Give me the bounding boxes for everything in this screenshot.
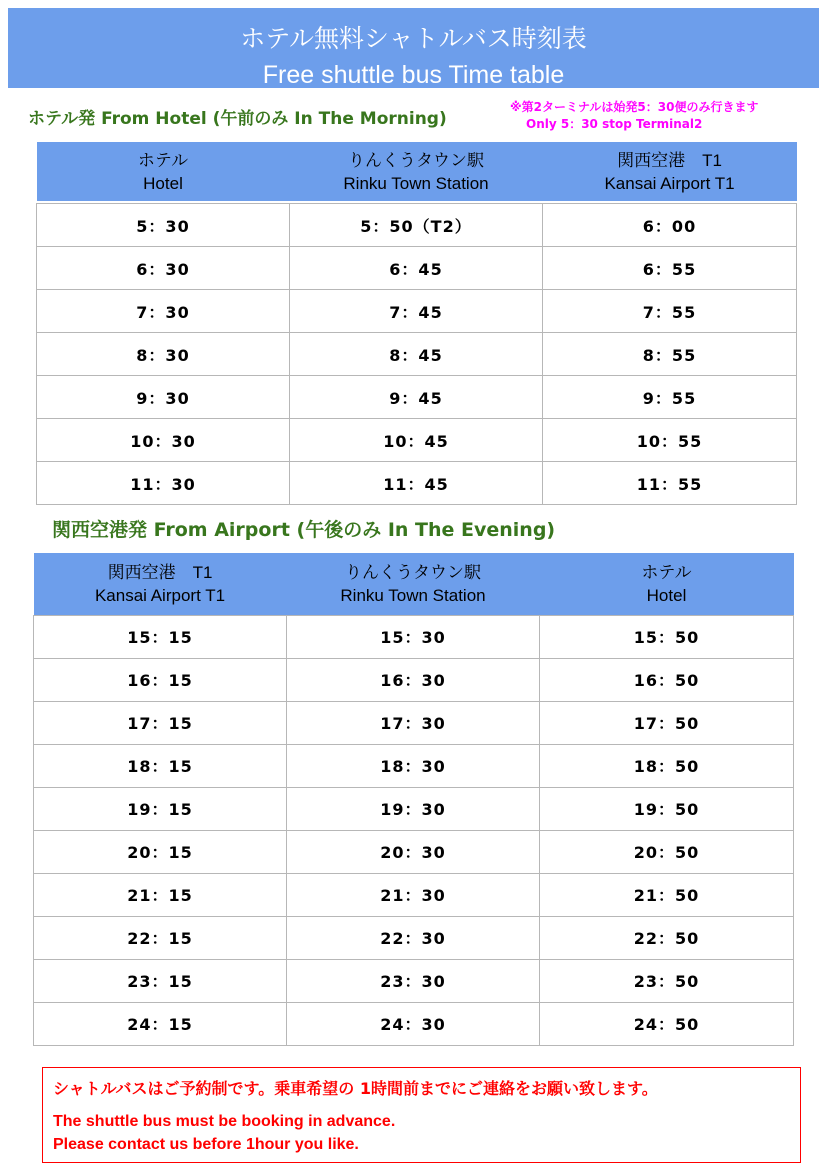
evening-col-hotel xyxy=(540,553,794,615)
evening-col-hotel-jp: ホテル xyxy=(641,562,692,582)
evening-table-body xyxy=(34,615,794,1045)
table-row xyxy=(34,916,794,959)
morning-timetable xyxy=(36,142,797,505)
morning-section-title: ホテル発 From Hotel (午前のみ In The Morning) xyxy=(28,109,447,129)
table-cell: 24：50 xyxy=(540,1002,794,1045)
table-cell: 8：45 xyxy=(290,333,543,376)
table-cell: 21：30 xyxy=(287,873,540,916)
table-cell: 17：30 xyxy=(287,701,540,744)
table-cell: 15：15 xyxy=(34,615,287,658)
table-cell: 6：55 xyxy=(543,247,797,290)
morning-col-hotel-jp: ホテル xyxy=(137,150,189,170)
table-cell: 8：30 xyxy=(37,333,290,376)
booking-notice-english-line2: Please contact us before 1hour you like. xyxy=(53,1136,359,1153)
table-row xyxy=(34,744,794,787)
table-row xyxy=(34,959,794,1002)
table-row xyxy=(34,615,794,658)
table-cell: 9：30 xyxy=(37,376,290,419)
table-row xyxy=(34,658,794,701)
morning-col-airport xyxy=(543,142,797,201)
table-cell: 21：50 xyxy=(540,873,794,916)
table-cell: 22：30 xyxy=(287,916,540,959)
booking-notice xyxy=(42,1067,801,1163)
evening-col-rinku-en: Rinku Town Station xyxy=(340,585,486,605)
terminal2-note-english: Only 5：30 stop Terminal2 xyxy=(526,117,703,131)
table-cell: 10：55 xyxy=(543,419,797,462)
morning-col-hotel xyxy=(37,142,290,201)
table-cell: 22：15 xyxy=(34,916,287,959)
evening-col-airport xyxy=(34,553,287,615)
table-cell: 15：50 xyxy=(540,615,794,658)
table-cell: 20：50 xyxy=(540,830,794,873)
table-cell: 23：50 xyxy=(540,959,794,1002)
evening-section-title: 関西空港発 From Airport (午後のみ In The Evening) xyxy=(52,519,556,541)
table-cell: 9：45 xyxy=(290,376,543,419)
table-cell: 11：55 xyxy=(543,462,797,505)
table-cell: 10：45 xyxy=(290,419,543,462)
booking-notice-english-line1: The shuttle bus must be booking in advance. xyxy=(53,1113,396,1130)
booking-notice-japanese: シャトルバスはご予約制です。乗車希望の 1時間前までにご連絡をお願い致します。 xyxy=(53,1079,658,1098)
table-row xyxy=(37,247,797,290)
table-cell: 24：15 xyxy=(34,1002,287,1045)
table-cell: 11：30 xyxy=(37,462,290,505)
table-cell: 16：15 xyxy=(34,658,287,701)
table-row xyxy=(37,419,797,462)
evening-col-hotel-en: Hotel xyxy=(646,585,687,605)
table-cell: 18：50 xyxy=(540,744,794,787)
table-row xyxy=(34,787,794,830)
table-cell: 16：30 xyxy=(287,658,540,701)
evening-col-rinku xyxy=(287,553,540,615)
evening-header-row xyxy=(34,553,794,615)
table-cell: 11：45 xyxy=(290,462,543,505)
table-cell: 19：30 xyxy=(287,787,540,830)
table-cell: 5：50（T2） xyxy=(290,204,543,247)
table-cell: 22：50 xyxy=(540,916,794,959)
evening-timetable xyxy=(33,553,794,1046)
morning-col-rinku xyxy=(290,142,543,201)
table-row xyxy=(34,701,794,744)
table-row xyxy=(37,333,797,376)
title-japanese: ホテル無料シャトルバス時刻表 xyxy=(240,24,587,53)
table-cell: 19：15 xyxy=(34,787,287,830)
table-cell: 23：15 xyxy=(34,959,287,1002)
table-row xyxy=(37,376,797,419)
table-row xyxy=(37,462,797,505)
table-cell: 8：55 xyxy=(543,333,797,376)
table-cell: 18：30 xyxy=(287,744,540,787)
table-cell: 7：30 xyxy=(37,290,290,333)
terminal2-note-japanese: ※第2ターミナルは始発5：30便のみ行きます xyxy=(510,100,759,114)
table-cell: 6：00 xyxy=(543,204,797,247)
morning-col-airport-en: Kansai Airport T1 xyxy=(604,173,735,193)
evening-col-airport-jp: 関西空港 T1 xyxy=(107,562,213,582)
table-cell: 9：55 xyxy=(543,376,797,419)
table-cell: 6：30 xyxy=(37,247,290,290)
title-english: Free shuttle bus Time table xyxy=(262,61,565,89)
morning-col-rinku-jp: りんくうタウン駅 xyxy=(348,150,484,170)
table-cell: 7：45 xyxy=(290,290,543,333)
table-cell: 17：50 xyxy=(540,701,794,744)
table-row xyxy=(37,204,797,247)
morning-col-airport-jp: 関西空港 T1 xyxy=(617,150,722,170)
table-cell: 5：30 xyxy=(37,204,290,247)
evening-col-rinku-jp: りんくうタウン駅 xyxy=(345,562,481,582)
table-cell: 19：50 xyxy=(540,787,794,830)
table-cell: 15：30 xyxy=(287,615,540,658)
morning-col-hotel-en: Hotel xyxy=(143,173,183,193)
table-row xyxy=(34,830,794,873)
table-cell: 23：30 xyxy=(287,959,540,1002)
title-banner xyxy=(8,8,819,88)
table-cell: 16：50 xyxy=(540,658,794,701)
morning-header-row xyxy=(37,142,797,201)
morning-col-rinku-en: Rinku Town Station xyxy=(343,173,489,193)
table-cell: 6：45 xyxy=(290,247,543,290)
evening-col-airport-en: Kansai Airport T1 xyxy=(94,585,226,605)
morning-table-body xyxy=(37,204,797,505)
table-cell: 18：15 xyxy=(34,744,287,787)
table-cell: 20：30 xyxy=(287,830,540,873)
table-cell: 20：15 xyxy=(34,830,287,873)
table-cell: 21：15 xyxy=(34,873,287,916)
table-row xyxy=(37,290,797,333)
table-cell: 17：15 xyxy=(34,701,287,744)
table-row xyxy=(34,1002,794,1045)
table-cell: 10：30 xyxy=(37,419,290,462)
table-row xyxy=(34,873,794,916)
table-cell: 24：30 xyxy=(287,1002,540,1045)
table-cell: 7：55 xyxy=(543,290,797,333)
